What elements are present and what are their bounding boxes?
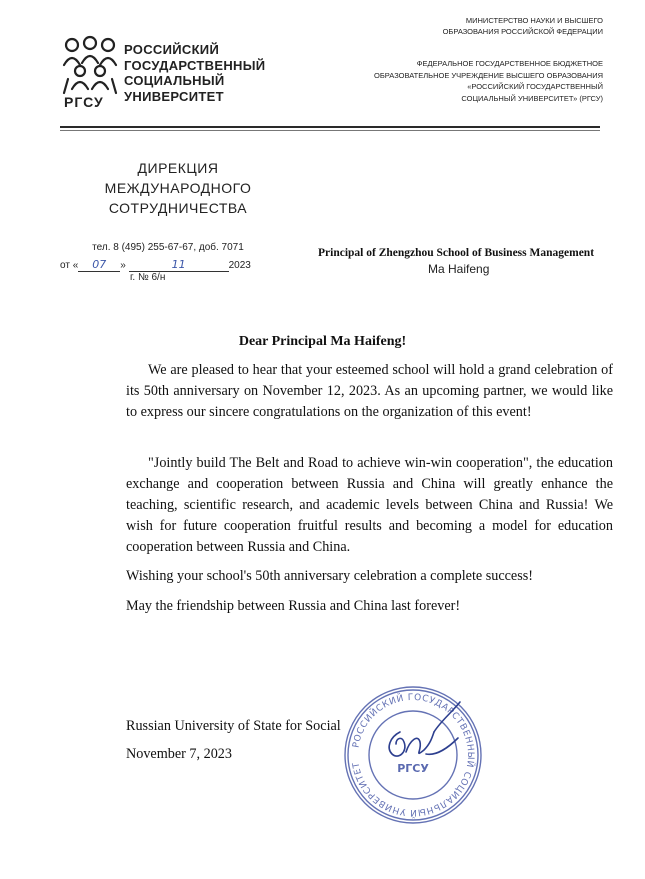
signature-date: November 7, 2023 xyxy=(126,746,232,762)
department-line: СОТРУДНИЧЕСТВА xyxy=(108,200,248,216)
department-name xyxy=(68,158,288,218)
institution-line: СОЦИАЛЬНЫЙ УНИВЕРСИТЕТ» (РГСУ) xyxy=(461,93,603,103)
official-stamp-icon xyxy=(340,682,486,828)
date-prefix: от « xyxy=(60,260,79,271)
ministry-line: МИНИСТЕРСТВО НАУКИ И ВЫСШЕГО xyxy=(465,16,603,25)
university-logo-icon xyxy=(60,35,120,97)
institution-line: ОБРАЗОВАТЕЛЬНОЕ УЧРЕЖДЕНИЕ ВЫСШЕГО ОБРАЗОВАНИЯ xyxy=(374,70,603,80)
paragraph-text: "Jointly build The Belt and Road to achieve win-win cooperation", the education exchange and cooperation between Russia and China will greatly enhance the teaching, scientific research, and academic levels between China and Russia! We wish for future cooperation fruitful results and becoming a model for education cooperation between Russia and China. xyxy=(126,455,613,555)
reference-number: г. № 6/н xyxy=(130,272,166,283)
department-phone: тел. 8 (495) 255-67-67, доб. 7071 xyxy=(92,242,244,253)
ministry-header xyxy=(443,16,603,37)
stamp-outer-text: РОССИЙСКИЙ ГОСУДАРСТВЕННЫЙ СОЦИАЛЬНЫЙ УНИВЕРСИТЕТ xyxy=(351,692,476,818)
university-name-line: УНИВЕРСИТЕТ xyxy=(124,88,224,104)
institution-line: «РОССИЙСКИЙ ГОСУДАРСТВЕННЫЙ xyxy=(467,82,603,91)
university-name-line: ГОСУДАРСТВЕННЫЙ xyxy=(124,57,266,73)
salutation: Dear Principal Ma Haifeng! xyxy=(238,334,407,349)
recipient-name: Ma Haifeng xyxy=(428,262,490,276)
department-line: МЕЖДУНАРОДНОГО xyxy=(104,180,252,196)
university-name-line: РОССИЙСКИЙ xyxy=(124,42,220,57)
date-year: 2023 xyxy=(228,260,251,271)
date-month: 11 xyxy=(129,258,229,272)
header-divider-thin xyxy=(60,130,600,131)
body-paragraph xyxy=(126,360,613,423)
department-line: ДИРЕКЦИЯ xyxy=(137,160,219,176)
institution-header xyxy=(374,58,603,104)
logo-abbreviation: РГСУ xyxy=(64,94,104,110)
signatory-organization: Russian University of State for Social xyxy=(126,718,341,734)
outgoing-date xyxy=(60,258,251,272)
body-paragraph xyxy=(126,453,613,558)
wish-line: May the friendship between Russia and China last forever! xyxy=(126,598,461,614)
date-day: 07 xyxy=(78,258,120,272)
date-separator: » xyxy=(120,260,126,271)
ministry-line: ОБРАЗОВАНИЯ РОССИЙСКОЙ ФЕДЕРАЦИИ xyxy=(442,26,603,36)
institution-line: ФЕДЕРАЛЬНОЕ ГОСУДАРСТВЕННОЕ БЮДЖЕТНОЕ xyxy=(416,59,603,68)
university-name-line: СОЦИАЛЬНЫЙ xyxy=(124,73,225,88)
paragraph-text: We are pleased to hear that your esteemed school will hold a grand celebration of its 50th anniversary on November 12, 2023. As an upcoming partner, we would like to express our sincere congratulations on the organization of this event! xyxy=(126,362,613,420)
university-name xyxy=(124,42,265,104)
wish-line: Wishing your school's 50th anniversary celebration a complete success! xyxy=(126,568,533,584)
header-divider xyxy=(60,126,600,128)
recipient-title: Principal of Zhengzhou School of Business Management xyxy=(318,247,595,259)
stamp-center-text: РГСУ xyxy=(397,762,429,775)
